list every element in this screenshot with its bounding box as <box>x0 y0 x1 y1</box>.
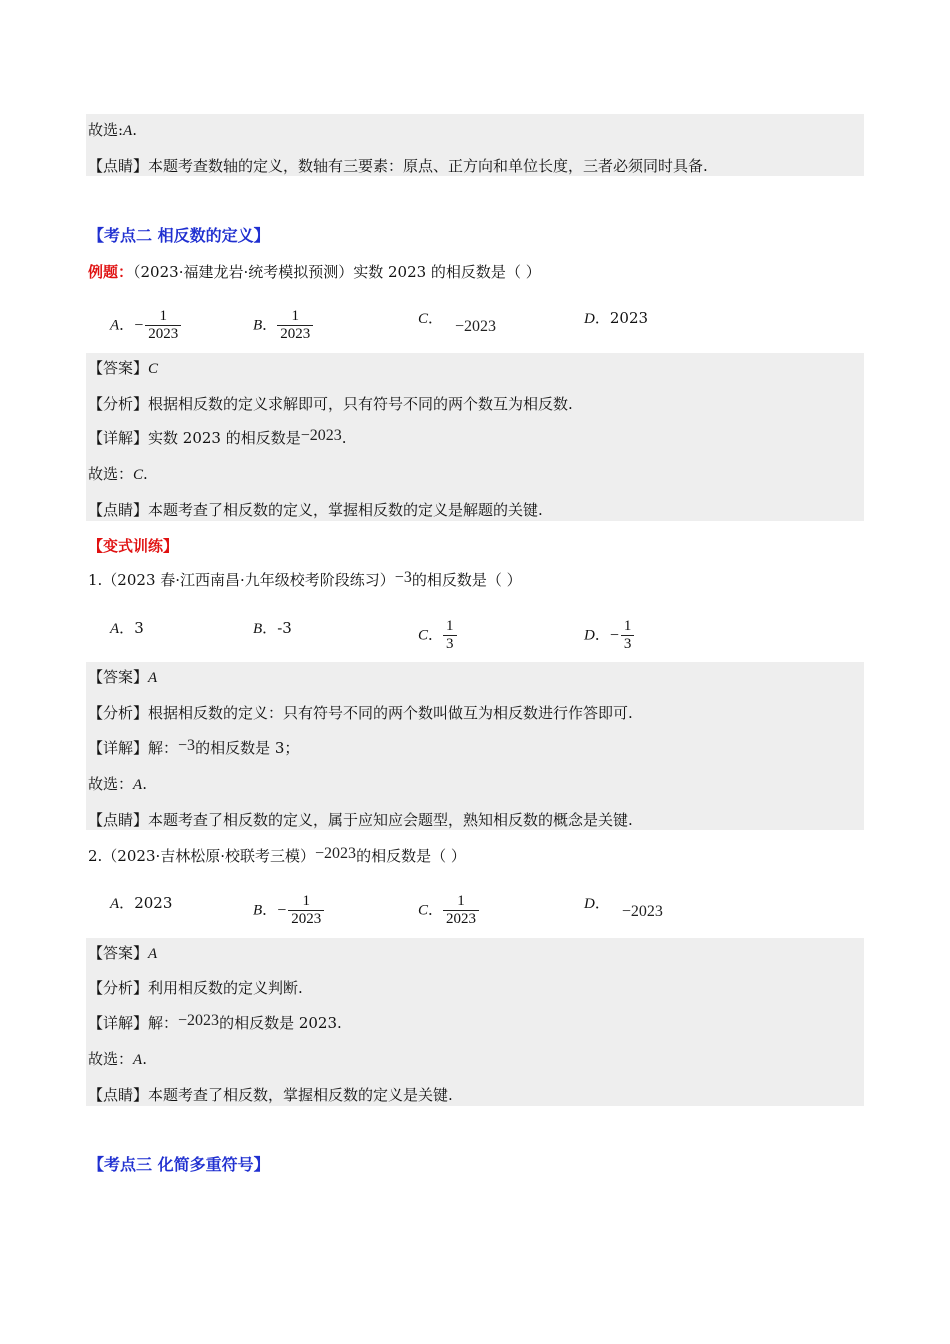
q2-choose-line: 故选：A. <box>88 1050 147 1068</box>
q1-option-d: D．− $\frac{1}{3}$ <box>584 618 634 653</box>
option-value: −2023 <box>455 318 497 335</box>
fraction: $\frac{1}{2023}$ <box>443 893 479 928</box>
q1-analysis-line: 【分析】根据相反数的定义：只有符号不同的两个数叫做互为相反数进行作答即可. <box>88 704 633 722</box>
answer-line: 【答案】C <box>88 359 159 377</box>
analysis-line: 【分析】根据相反数的定义求解即可，只有符号不同的两个数互为相反数. <box>88 395 573 413</box>
q2-option-a: A．2023 <box>110 894 173 912</box>
example-text: （2023·福建龙岩·统考模拟预测）实数 2023 的相反数是（ ） <box>133 263 541 281</box>
option-value: −2023 <box>621 903 663 920</box>
q2-option-c: C． $\frac{1}{2023}$ <box>418 893 479 928</box>
section-heading-2: 【考点二 相反数的定义】 <box>88 226 270 245</box>
q2-option-b: B．− $\frac{1}{2023}$ <box>253 893 324 928</box>
q1-choose-line: 故选：A. <box>88 775 147 793</box>
section-heading-3: 【考点三 化简多重符号】 <box>88 1155 270 1174</box>
q2-note-line: 【点睛】本题考查了相反数，掌握相反数的定义是关键. <box>88 1086 453 1104</box>
choose-label: 故选: <box>88 121 124 139</box>
question-1: 1.（2023 春·江西南昌·九年级校考阶段练习）−3的相反数是（ ） <box>88 569 522 589</box>
choose-letter: A <box>123 123 133 139</box>
note-line: 【点睛】本题考查了相反数的定义，掌握相反数的定义是解题的关键. <box>88 501 543 519</box>
q1-detail-line: 【详解】解：−3的相反数是 3； <box>88 737 300 757</box>
fraction: $\frac{1}{3}$ <box>443 618 457 653</box>
q2-analysis-line: 【分析】利用相反数的定义判断. <box>88 979 303 997</box>
option-b: B． $\frac{1}{2023}$ <box>253 308 313 343</box>
fraction: $\frac{1}{2023}$ <box>288 893 324 928</box>
q1-note-line: 【点睛】本题考查了相反数的定义，属于应知应会题型，熟知相反数的概念是关键. <box>88 811 633 829</box>
example-tag: 例题： <box>88 263 134 281</box>
q2-answer-line: 【答案】A <box>88 944 158 962</box>
option-c: C． −2023 <box>418 309 497 335</box>
option-value: 2023 <box>609 309 649 327</box>
example-question <box>88 262 541 282</box>
q1-option-a: A．3 <box>110 619 144 637</box>
option-a: A．− $\frac{1}{2023}$ <box>110 308 181 343</box>
variant-heading: 【变式训练】 <box>88 537 179 555</box>
q1-option-c: C． $\frac{1}{3}$ <box>418 618 457 653</box>
q1-answer-line: 【答案】A <box>88 668 158 686</box>
fraction: $\frac{1}{2023}$ <box>277 308 313 343</box>
q2-detail-line: 【详解】解：−2023的相反数是 2023. <box>88 1012 342 1032</box>
note-text: 本题考查数轴的定义，数轴有三要素：原点、正方向和单位长度，三者必须同时具备. <box>148 157 708 175</box>
fraction: $\frac{1}{2023}$ <box>145 308 181 343</box>
note-line-prev <box>88 156 708 176</box>
q1-option-b: B．-3 <box>253 619 292 637</box>
question-2: 2.（2023·吉林松原·校联考三模）−2023的相反数是（ ） <box>88 845 466 865</box>
detail-line: 【详解】实数 2023 的相反数是−2023. <box>88 427 347 447</box>
option-d: D．2023 <box>584 309 649 327</box>
q2-option-d: D． −2023 <box>584 894 663 920</box>
fraction: $\frac{1}{3}$ <box>621 618 635 653</box>
choose-line-prev: 故选:A. <box>88 121 138 139</box>
answer-value: C <box>148 361 159 377</box>
note-tag: 【点睛】 <box>88 157 149 175</box>
choose-line: 故选：C. <box>88 465 148 483</box>
